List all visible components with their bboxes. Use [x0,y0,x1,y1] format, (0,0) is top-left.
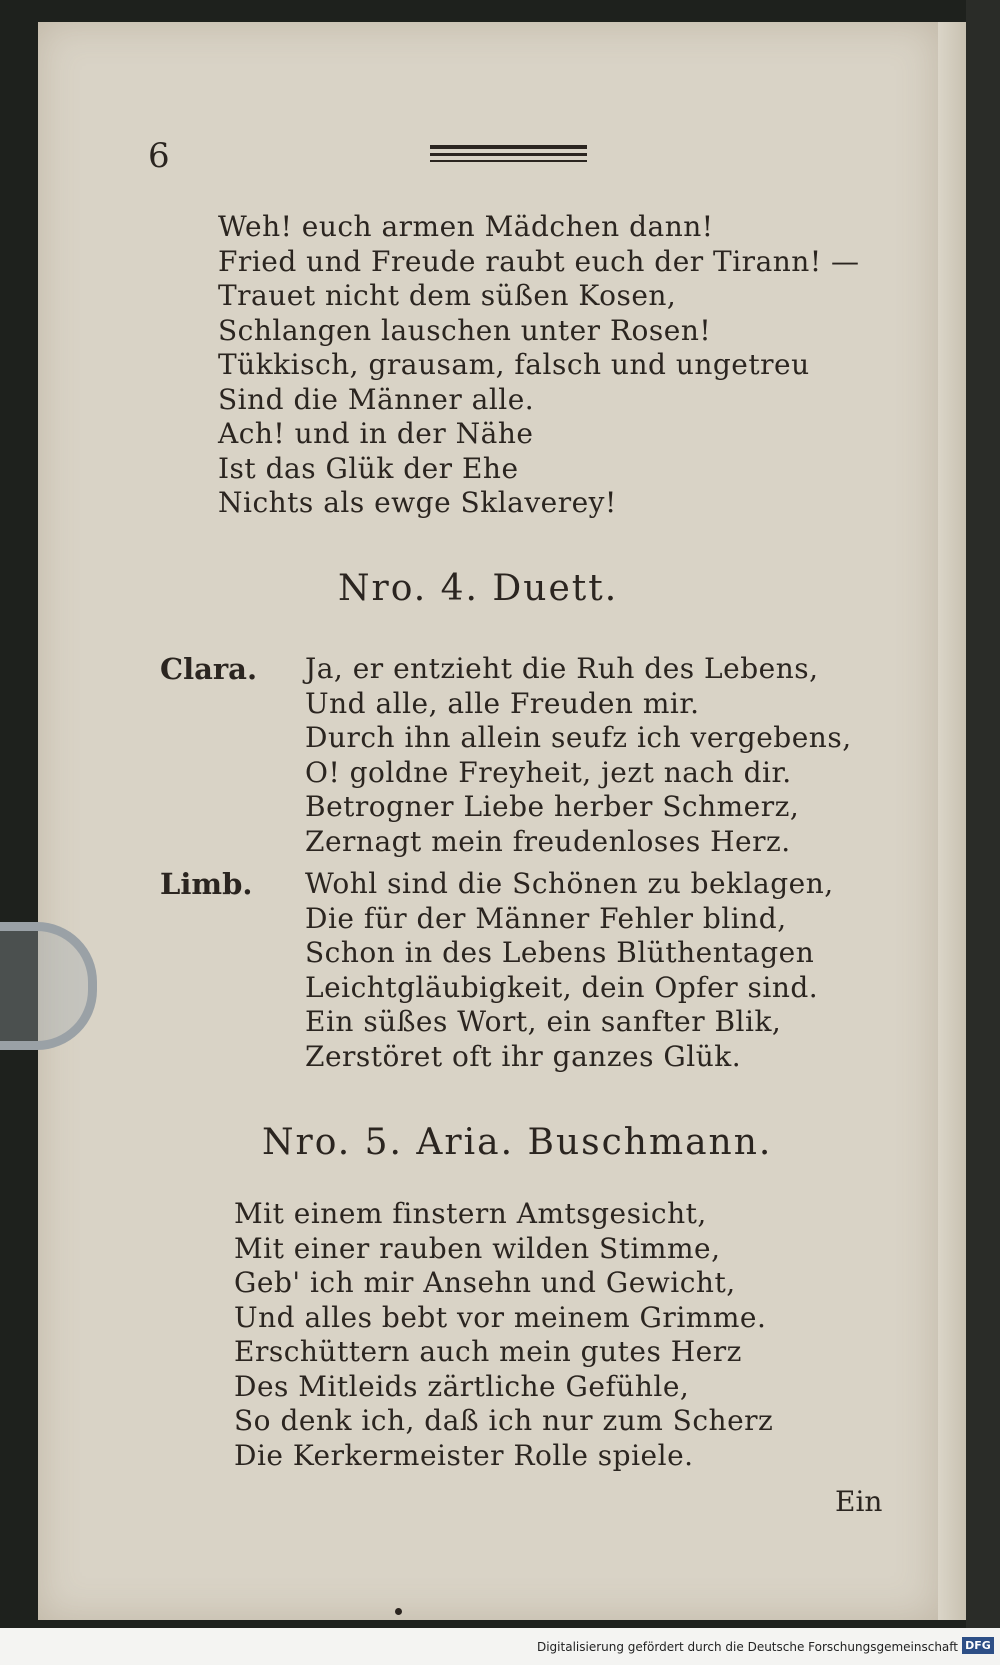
verse-line: Schon in des Lebens Blüthentagen [305,936,815,969]
speaker-limb: Limb. [160,867,253,901]
verse-block-aria [234,1197,773,1473]
verse-line: Wohl sind die Schönen zu beklagen, [305,867,834,900]
verse-line: Durch ihn allein seufz ich vergebens, [305,721,852,754]
verse-line: Weh! euch armen Mädchen dann! [218,210,714,243]
verse-line: Ein süßes Wort, ein sanfter Blik, [305,1005,782,1038]
verse-line: Zernagt mein freudenloses Herz. [305,824,791,858]
ornamental-rule [430,160,587,162]
section-heading-aria: Nro. 5. Aria. Buschmann. [262,1122,773,1163]
verse-line: Erschüttern auch mein gutes Herz [234,1335,742,1368]
verse-line: Ja, er entzieht die Ruh des Lebens, [305,652,819,685]
book-spine [966,0,1000,1665]
verse-line: Tükkisch, grausam, falsch und ungetreu [218,348,810,381]
verse-block-clara [305,652,852,859]
verse-line: Betrogner Liebe herber Schmerz, [305,790,800,823]
verse-line: Die für der Männer Fehler blind, [305,901,787,935]
verse-line: Schlangen lauschen unter Rosen! [218,313,712,347]
verse-block-limb [305,867,834,1074]
footer-credit: Digitalisierung gefördert durch die Deutsche Forschungsgemeinschaft [536,1640,958,1654]
section-heading-duet: Nro. 4. Duett. [338,568,619,609]
verse-block-1 [218,210,859,521]
page-number: 6 [148,136,170,176]
verse-line: Die Kerkermeister Rolle spiele. [234,1438,694,1472]
catchword: Ein [835,1485,883,1518]
verse-line: Fried und Freude raubt euch der Tirann! — [218,244,860,278]
verse-line: Ach! und in der Nähe [218,417,534,450]
verse-line: Leichtgläubigkeit, dein Opfer sind. [305,970,819,1004]
verse-line: Des Mitleids zärtliche Gefühle, [234,1369,690,1403]
verse-line: O! goldne Freyheit, jezt nach dir. [305,755,792,789]
verse-line: Und alles bebt vor meinem Grimme. [234,1300,767,1334]
verse-line: Zerstöret oft ihr ganzes Glük. [305,1039,742,1073]
speaker-clara: Clara. [160,652,258,686]
verse-line: Trauet nicht dem süßen Kosen, [218,279,677,312]
verse-line: So denk ich, daß ich nur zum Scherz [234,1404,774,1437]
verse-line: Geb' ich mir Ansehn und Gewicht, [234,1266,736,1299]
verse-line: Ist das Glük der Ehe [218,451,519,485]
verse-line: Nichts als ewge Sklaverey! [218,486,617,519]
ink-dot [395,1608,402,1615]
verse-line: Sind die Männer alle. [218,382,535,416]
ornamental-rule [430,153,587,156]
dfg-logo: DFG [962,1637,994,1654]
verse-line: Mit einem finstern Amtsgesicht, [234,1197,707,1230]
verse-line: Mit einer rauben wilden Stimme, [234,1231,721,1265]
ornamental-rule [430,145,587,149]
verse-line: Und alle, alle Freuden mir. [305,686,700,720]
